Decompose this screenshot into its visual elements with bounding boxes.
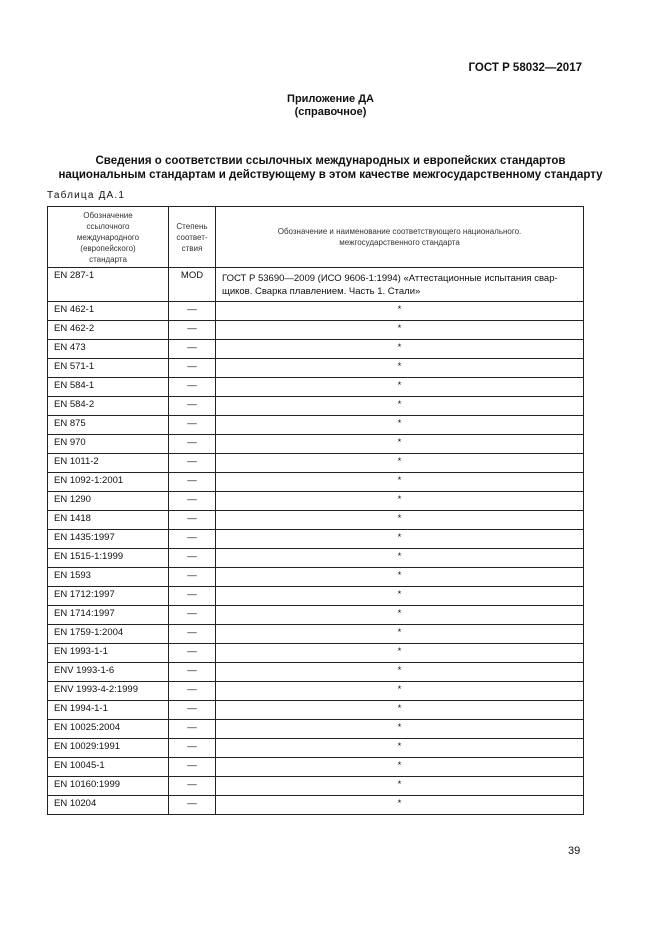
table-row [48, 416, 584, 435]
reference-standard-cell: EN 10204 [48, 796, 169, 815]
column-header-line: Обозначение [83, 210, 133, 220]
degree-cell: — [169, 378, 216, 397]
degree-cell: — [169, 568, 216, 587]
section-heading-line-2: национальным стандартам и действующему в этом качестве межгосударственному стандарту [58, 169, 603, 181]
national-standard-cell: * [216, 606, 584, 625]
table-row [48, 682, 584, 701]
table-row [48, 454, 584, 473]
standards-correspondence-table [47, 206, 584, 815]
degree-cell: — [169, 416, 216, 435]
national-standard-cell: * [216, 435, 584, 454]
national-standard-cell: * [216, 416, 584, 435]
table-row [48, 397, 584, 416]
column-header-line: соответ- [176, 232, 208, 242]
reference-standard-cell: EN 287-1 [48, 268, 169, 302]
table-row [48, 568, 584, 587]
national-standard-cell: * [216, 549, 584, 568]
reference-standard-cell: EN 10045-1 [48, 758, 169, 777]
table-row [48, 530, 584, 549]
national-standard-cell: * [216, 302, 584, 321]
degree-cell: — [169, 435, 216, 454]
reference-standard-cell: EN 1092-1:2001 [48, 473, 169, 492]
table-row [48, 359, 584, 378]
reference-standard-cell: EN 571-1 [48, 359, 169, 378]
section-heading-line-1: Сведения о соответствии ссылочных международных и европейских стандартов [95, 155, 566, 167]
table-row [48, 777, 584, 796]
degree-cell: — [169, 397, 216, 416]
table-row [48, 701, 584, 720]
table-row [48, 511, 584, 530]
degree-cell: MOD [169, 268, 216, 302]
degree-cell: — [169, 511, 216, 530]
reference-standard-cell: EN 1593 [48, 568, 169, 587]
reference-standard-cell: ENV 1993-4-2:1999 [48, 682, 169, 701]
national-standard-line: щиков. Сварка плавлением. Часть 1. Стали» [222, 286, 421, 297]
national-standard-cell: * [216, 625, 584, 644]
degree-cell: — [169, 777, 216, 796]
table-row [48, 435, 584, 454]
table-row [48, 473, 584, 492]
column-header-line: стандарта [89, 254, 127, 264]
column-header-line: Обозначение и наименование соответствующего национального. [277, 227, 522, 236]
column-header-line: межгосударственного стандарта [339, 238, 460, 247]
degree-cell: — [169, 625, 216, 644]
table-row [48, 720, 584, 739]
column-header-line: (европейского) [80, 243, 136, 253]
national-standard-cell: * [216, 682, 584, 701]
reference-standard-cell: EN 462-1 [48, 302, 169, 321]
degree-cell: — [169, 359, 216, 378]
reference-standard-cell: EN 1712:1997 [48, 587, 169, 606]
national-standard-cell: * [216, 359, 584, 378]
reference-standard-cell: EN 1435:1997 [48, 530, 169, 549]
table-row [48, 492, 584, 511]
degree-cell: — [169, 644, 216, 663]
table-header-row [48, 207, 584, 268]
national-standard-cell: * [216, 340, 584, 359]
document-code: ГОСТ Р 58032—2017 [468, 62, 582, 74]
table-row [48, 606, 584, 625]
table-row [48, 663, 584, 682]
national-standard-cell: * [216, 568, 584, 587]
reference-standard-cell: EN 1759-1:2004 [48, 625, 169, 644]
reference-standard-cell: EN 1418 [48, 511, 169, 530]
national-standard-cell: * [216, 492, 584, 511]
table-row [48, 796, 584, 815]
national-standard-cell: * [216, 454, 584, 473]
table-row [48, 644, 584, 663]
national-standard-cell: * [216, 777, 584, 796]
table-row [48, 625, 584, 644]
national-standard-cell: * [216, 663, 584, 682]
reference-standard-cell: EN 875 [48, 416, 169, 435]
degree-cell: — [169, 682, 216, 701]
column-header-degree [169, 207, 216, 268]
column-header-national-standard [216, 207, 584, 268]
column-header-line: ссылочного [86, 221, 130, 231]
table-caption: Таблица ДА.1 [47, 190, 126, 201]
degree-cell: — [169, 587, 216, 606]
table-row [48, 321, 584, 340]
annex-subtitle: (справочное) [294, 106, 367, 118]
degree-cell: — [169, 473, 216, 492]
national-standard-cell: * [216, 321, 584, 340]
national-standard-cell [216, 268, 584, 302]
table-row [48, 378, 584, 397]
section-heading [47, 154, 614, 182]
national-standard-cell: * [216, 397, 584, 416]
national-standard-cell: * [216, 739, 584, 758]
degree-cell: — [169, 321, 216, 340]
reference-standard-cell: EN 10029:1991 [48, 739, 169, 758]
national-standard-cell: * [216, 701, 584, 720]
reference-standard-cell: EN 10160:1999 [48, 777, 169, 796]
reference-standard-cell: EN 1994-1-1 [48, 701, 169, 720]
column-header-line: Степень [176, 221, 208, 231]
table-row [48, 587, 584, 606]
national-standard-cell: * [216, 720, 584, 739]
reference-standard-cell: EN 473 [48, 340, 169, 359]
reference-standard-cell: EN 1290 [48, 492, 169, 511]
reference-standard-cell: ENV 1993-1-6 [48, 663, 169, 682]
national-standard-cell: * [216, 511, 584, 530]
degree-cell: — [169, 302, 216, 321]
degree-cell: — [169, 796, 216, 815]
table-row [48, 268, 584, 302]
degree-cell: — [169, 739, 216, 758]
table-body [48, 268, 584, 815]
degree-cell: — [169, 549, 216, 568]
national-standard-cell: * [216, 530, 584, 549]
table-row [48, 549, 584, 568]
reference-standard-cell: EN 584-2 [48, 397, 169, 416]
degree-cell: — [169, 663, 216, 682]
national-standard-cell: * [216, 378, 584, 397]
reference-standard-cell: EN 1714:1997 [48, 606, 169, 625]
degree-cell: — [169, 454, 216, 473]
page-number: 39 [568, 845, 581, 857]
reference-standard-cell: EN 1993-1-1 [48, 644, 169, 663]
degree-cell: — [169, 720, 216, 739]
column-header-line: международного [76, 232, 140, 242]
annex-title: Приложение ДА [287, 93, 374, 105]
national-standard-cell: * [216, 473, 584, 492]
table-row [48, 302, 584, 321]
table-row [48, 739, 584, 758]
table-row [48, 758, 584, 777]
annex-heading [0, 93, 661, 119]
reference-standard-cell: EN 10025:2004 [48, 720, 169, 739]
reference-standard-cell: EN 1515-1:1999 [48, 549, 169, 568]
national-standard-line: ГОСТ Р 53690—2009 (ИСО 9606-1:1994) «Аттестационные испытания свар- [222, 273, 558, 284]
reference-standard-cell: EN 1011-2 [48, 454, 169, 473]
column-header-reference-standard [48, 207, 169, 268]
national-standard-cell: * [216, 796, 584, 815]
degree-cell: — [169, 758, 216, 777]
reference-standard-cell: EN 584-1 [48, 378, 169, 397]
degree-cell: — [169, 530, 216, 549]
national-standard-cell: * [216, 758, 584, 777]
degree-cell: — [169, 340, 216, 359]
degree-cell: — [169, 606, 216, 625]
national-standard-cell: * [216, 587, 584, 606]
column-header-line: ствия [181, 243, 203, 253]
reference-standard-cell: EN 970 [48, 435, 169, 454]
degree-cell: — [169, 701, 216, 720]
national-standard-cell: * [216, 644, 584, 663]
table-row [48, 340, 584, 359]
reference-standard-cell: EN 462-2 [48, 321, 169, 340]
degree-cell: — [169, 492, 216, 511]
